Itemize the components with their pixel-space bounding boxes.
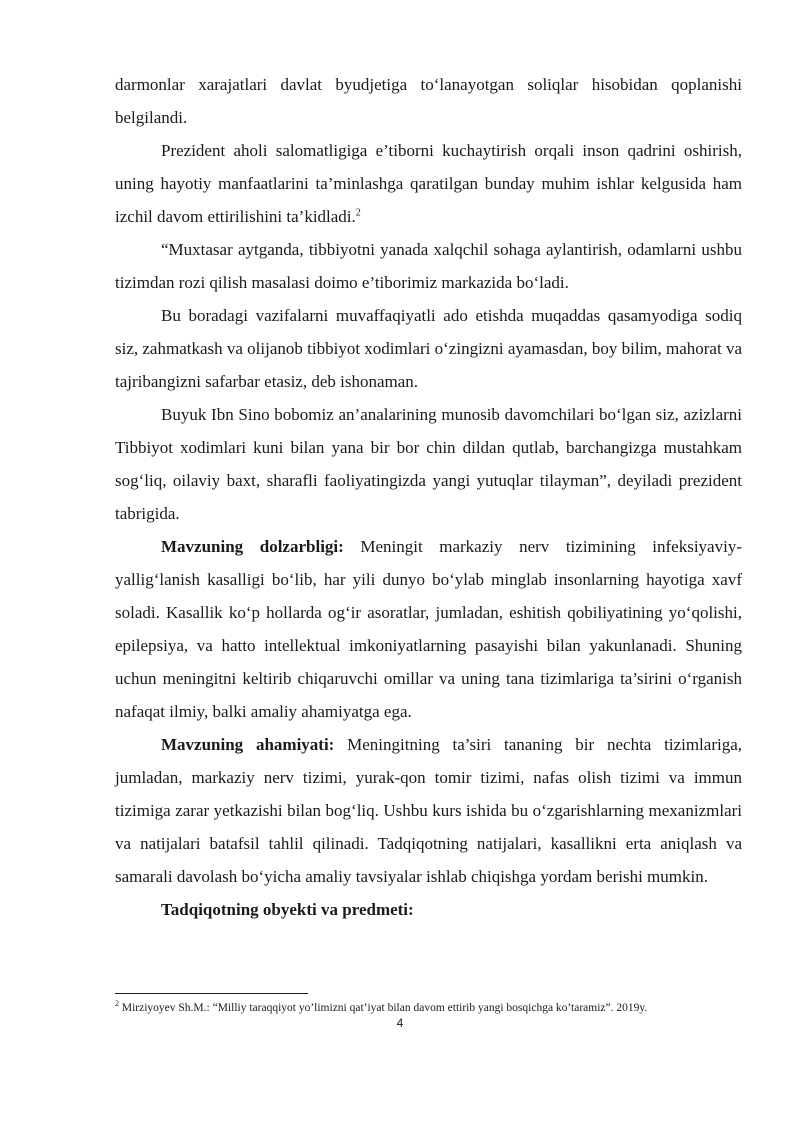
importance-text: Meningitning ta’siri tananing bir nechta tizimlariga, jumladan, markaziy nerv tizimi, yurak-qon tomir tizimi, nafas olish tizimi va immun tizimiga zarar yetkazishi bilan bog‘liq. Ushbu kurs ishida bu o‘zgarishlarning mexanizmlari va natijalari batafsil tahlil qilinadi. Tadqiqotning natijalari, kasallikni erta aniqlash va samarali davolash bo‘yicha amaliy tavsiyalar ishlab chiqishga yordam berishi mumkin. <box>115 735 743 886</box>
footnote-text: Mirziyoyev Sh.M.: “Milliy taraqqiyot yo’limizni qat’iyat bilan davom ettirib yangi bosqichga ko’taramiz”. 2019y. <box>119 1002 648 1014</box>
page-number: 4 <box>396 1016 404 1030</box>
paragraph-1: darmonlar xarajatlari davlat byudjetiga to‘lanayotgan soliqlar hisobidan qoplanishi belgilandi. <box>115 75 742 127</box>
paragraph-3: “Muxtasar aytganda, tibbiyotni yanada xalqchil sohaga aylantirish, odamlarni ushbu tizimdan rozi qilish masalasi doimo e’tiborimiz markazida bo‘ladi. <box>115 240 742 292</box>
document-body <box>115 68 742 926</box>
relevance-text: Meningit markaziy nerv tizimining infeksiyaviy-yallig‘lanish kasalligi bo‘lib, har yili dunyo bo‘ylab minglab insonlarning hayotiga xavf soladi. Kasallik ko‘p hollarda og‘ir asoratlar, jumladan, eshitish qobiliyatining yo‘qolishi, epilepsiya, va hatto intellektual imkoniyatlarning pasayishi bilan yakunlanadi. Shuning uchun meningitni keltirib chiqaruvchi omillar va uning tana tizimlariga ta’sirini o‘rganish nafaqat ilmiy, balki amaliy ahamiyatga ega. <box>115 537 742 721</box>
object-subject-heading: Tadqiqotning obyekti va predmeti: <box>161 900 414 919</box>
paragraph-5: Buyuk Ibn Sino bobomiz an’analarining munosib davomchilari bo‘lgan siz, azizlarni Tibbiyot xodimlari kuni bilan yana bir bor chin dildan qutlab, barchangizga mustahkam sog‘liq, oilaviy baxt, sharafli faoliyatingizda yangi yutuqlar tilayman”, deyiladi prezident tabrigida. <box>115 405 742 523</box>
paragraph-2 <box>115 134 742 233</box>
footnote-separator <box>115 993 308 994</box>
footnote-marker: 2 <box>115 999 119 1009</box>
relevance-heading: Mavzuning dolzarbligi: <box>161 537 344 556</box>
paragraph-object-subject <box>115 893 742 926</box>
footnote-reference[interactable]: 2 <box>355 207 361 219</box>
paragraph-4: Bu boradagi vazifalarni muvaffaqiyatli ado etishda muqaddas qasamyodiga sodiq siz, zahmatkash va olijanob tibbiyot xodimlari o‘zingizni ayamasdan, boy bilim, mahorat va tajribangizni safarbar etasiz, deb ishonaman. <box>115 306 742 391</box>
importance-heading: Mavzuning ahamiyati: <box>161 735 335 754</box>
paragraph-2-text: Prezident aholi salomatligiga e’tiborni kuchaytirish orqali inson qadrini oshirish, uning hayotiy manfaatlarini ta’minlashga qaratilgan bunday muhim ishlar kelgusida ham izchil davom ettirilishini ta’kidladi. <box>115 141 742 226</box>
paragraph-relevance <box>115 530 742 728</box>
paragraph-importance <box>115 728 742 893</box>
footnote <box>115 1001 755 1015</box>
